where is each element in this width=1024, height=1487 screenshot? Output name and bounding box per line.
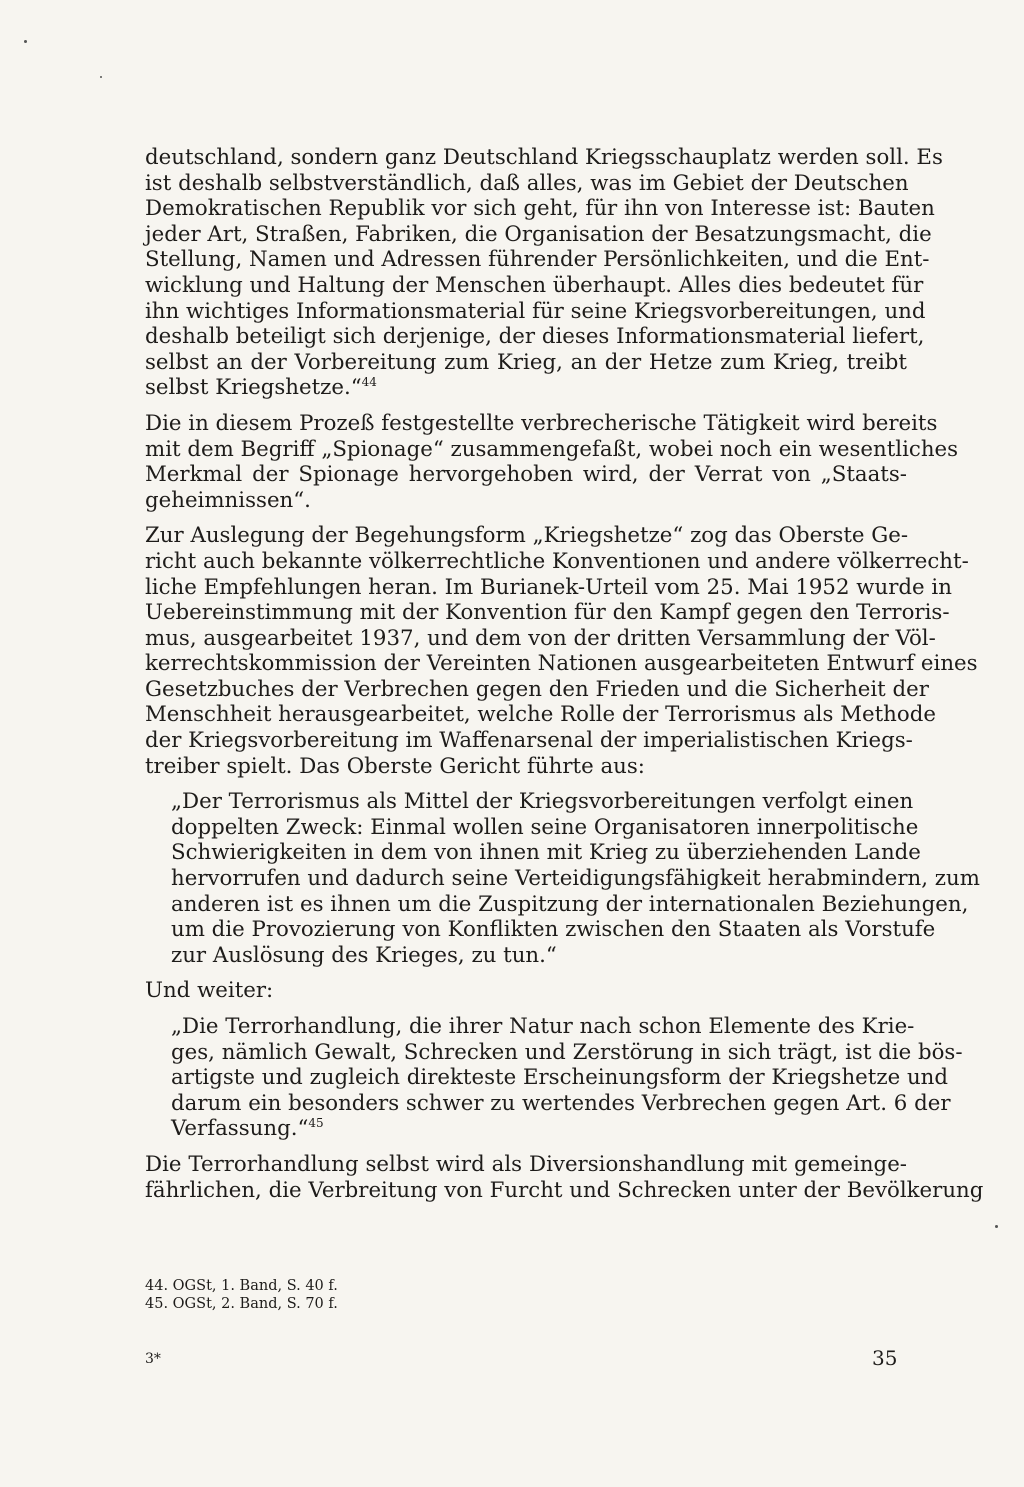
text-line: geheimnissen“. <box>145 487 311 513</box>
footnotes <box>145 1277 338 1313</box>
text-line: zur Auslösung des Krieges, zu tun.“ <box>171 942 557 968</box>
scan-speck <box>995 1225 998 1228</box>
text-line: anderen ist es ihnen um die Zuspitzung der internationalen Beziehungen, <box>171 891 969 917</box>
text-line <box>145 375 907 401</box>
text-line: Schwierigkeiten in dem von ihnen mit Krieg zu überziehenden Lande <box>171 840 921 866</box>
text-line: wicklung und Haltung der Menschen überhaupt. Alles dies bedeutet für <box>145 272 924 298</box>
text-line: deshalb beteiligt sich derjenige, der dieses Informationsmaterial liefert, <box>145 324 925 350</box>
text-line: Merkmal der Spionage hervorgehoben wird, der Verrat von „Staats- <box>145 462 907 488</box>
page-number: 35 <box>872 1346 898 1370</box>
text-line: hervorrufen und dadurch seine Verteidigungsfähigkeit herabmindern, zum <box>171 866 980 892</box>
text-line: mus, ausgearbeitet 1937, und dem von der dritten Versammlung der Völ- <box>145 625 936 651</box>
text-line: artigste und zugleich direkteste Erscheinungsform der Kriegshetze und <box>171 1065 949 1091</box>
text-line: Stellung, Namen und Adressen führender Persönlichkeiten, und die Ent- <box>145 247 930 273</box>
text-line: treiber spielt. Das Oberste Gericht führte aus: <box>145 753 645 779</box>
text-line: um die Provozierung von Konflikten zwischen den Staaten als Vorstufe <box>171 917 936 943</box>
line-text: Verfassung.“ <box>171 1116 309 1142</box>
scan-speck <box>100 76 102 78</box>
text-line: Die in diesem Prozeß festgestellte verbrecherische Tätigkeit wird bereits <box>145 410 938 436</box>
paragraph <box>145 1151 984 1203</box>
text-line: deutschland, sondern ganz Deutschland Kriegsschauplatz werden soll. Es <box>145 145 943 170</box>
block-quote <box>171 789 980 968</box>
text-line: doppelten Zweck: Einmal wollen seine Organisatoren innerpolitische <box>171 814 919 840</box>
page-body <box>145 145 984 1213</box>
text-line: kerrechtskommission der Vereinten Nationen ausgearbeiteten Entwurf eines <box>145 651 978 677</box>
text-line: selbst an der Vorbereitung zum Krieg, an der Hetze zum Krieg, treibt <box>145 349 907 375</box>
text-line: liche Empfehlungen heran. Im Burianek-Urteil vom 25. Mai 1952 wurde in <box>145 574 952 600</box>
text-line: Die Terrorhandlung selbst wird als Diversionshandlung mit gemeinge- <box>145 1151 907 1177</box>
signature-mark: 3* <box>145 1351 161 1367</box>
text-line <box>171 1116 907 1142</box>
text-line: Zur Auslegung der Begehungsform „Kriegshetze“ zog das Oberste Ge- <box>145 523 909 549</box>
paragraph <box>145 978 907 1004</box>
text-line: Uebereinstimmung mit der Konvention für den Kampf gegen den Terroris- <box>145 600 950 626</box>
paragraph <box>145 523 978 779</box>
footnote-44: 44. OGSt, 1. Band, S. 40 f. <box>145 1278 338 1294</box>
text-line: mit dem Begriff „Spionage“ zusammengefaßt, wobei noch ein wesentliches <box>145 436 959 462</box>
paragraph <box>145 410 959 513</box>
text-line: ihn wichtiges Informationsmaterial für seine Kriegsvorbereitungen, und <box>145 298 926 324</box>
text-line: der Kriegsvorbereitung im Waffenarsenal der imperialistischen Kriegs- <box>145 728 913 754</box>
text-line: jeder Art, Straßen, Fabriken, die Organisation der Besatzungsmacht, die <box>145 221 932 247</box>
block-quote <box>171 1014 963 1142</box>
text-line: „Der Terrorismus als Mittel der Kriegsvorbereitungen verfolgt einen <box>171 789 914 815</box>
footnote-ref: 45 <box>308 1116 324 1131</box>
text-line: ist deshalb selbstverständlich, daß alles, was im Gebiet der Deutschen <box>145 170 909 196</box>
footnote-45: 45. OGSt, 2. Band, S. 70 f. <box>145 1296 338 1312</box>
footnote-ref: 44 <box>361 375 377 390</box>
text-line: darum ein besonders schwer zu wertendes Verbrechen gegen Art. 6 der <box>171 1090 951 1116</box>
text-line: fährlichen, die Verbreitung von Furcht und Schrecken unter der Bevölkerung <box>145 1177 984 1203</box>
text-line: Und weiter: <box>145 978 274 1004</box>
text-line: „Die Terrorhandlung, die ihrer Natur nach schon Elemente des Krie- <box>171 1014 915 1039</box>
text-line: Demokratischen Republik vor sich geht, für ihn von Interesse ist: Bauten <box>145 196 935 222</box>
text-line: ges, nämlich Gewalt, Schrecken und Zerstörung in sich trägt, ist die bös- <box>171 1039 963 1065</box>
paragraph <box>145 145 943 401</box>
line-text: selbst Kriegshetze.“ <box>145 375 362 401</box>
scan-speck <box>24 40 27 43</box>
text-line: Gesetzbuches der Verbrechen gegen den Frieden und die Sicherheit der <box>145 676 929 702</box>
text-line: Menschheit herausgearbeitet, welche Rolle der Terrorismus als Methode <box>145 702 936 728</box>
text-line: richt auch bekannte völkerrechtliche Konventionen und andere völkerrecht- <box>145 548 969 574</box>
